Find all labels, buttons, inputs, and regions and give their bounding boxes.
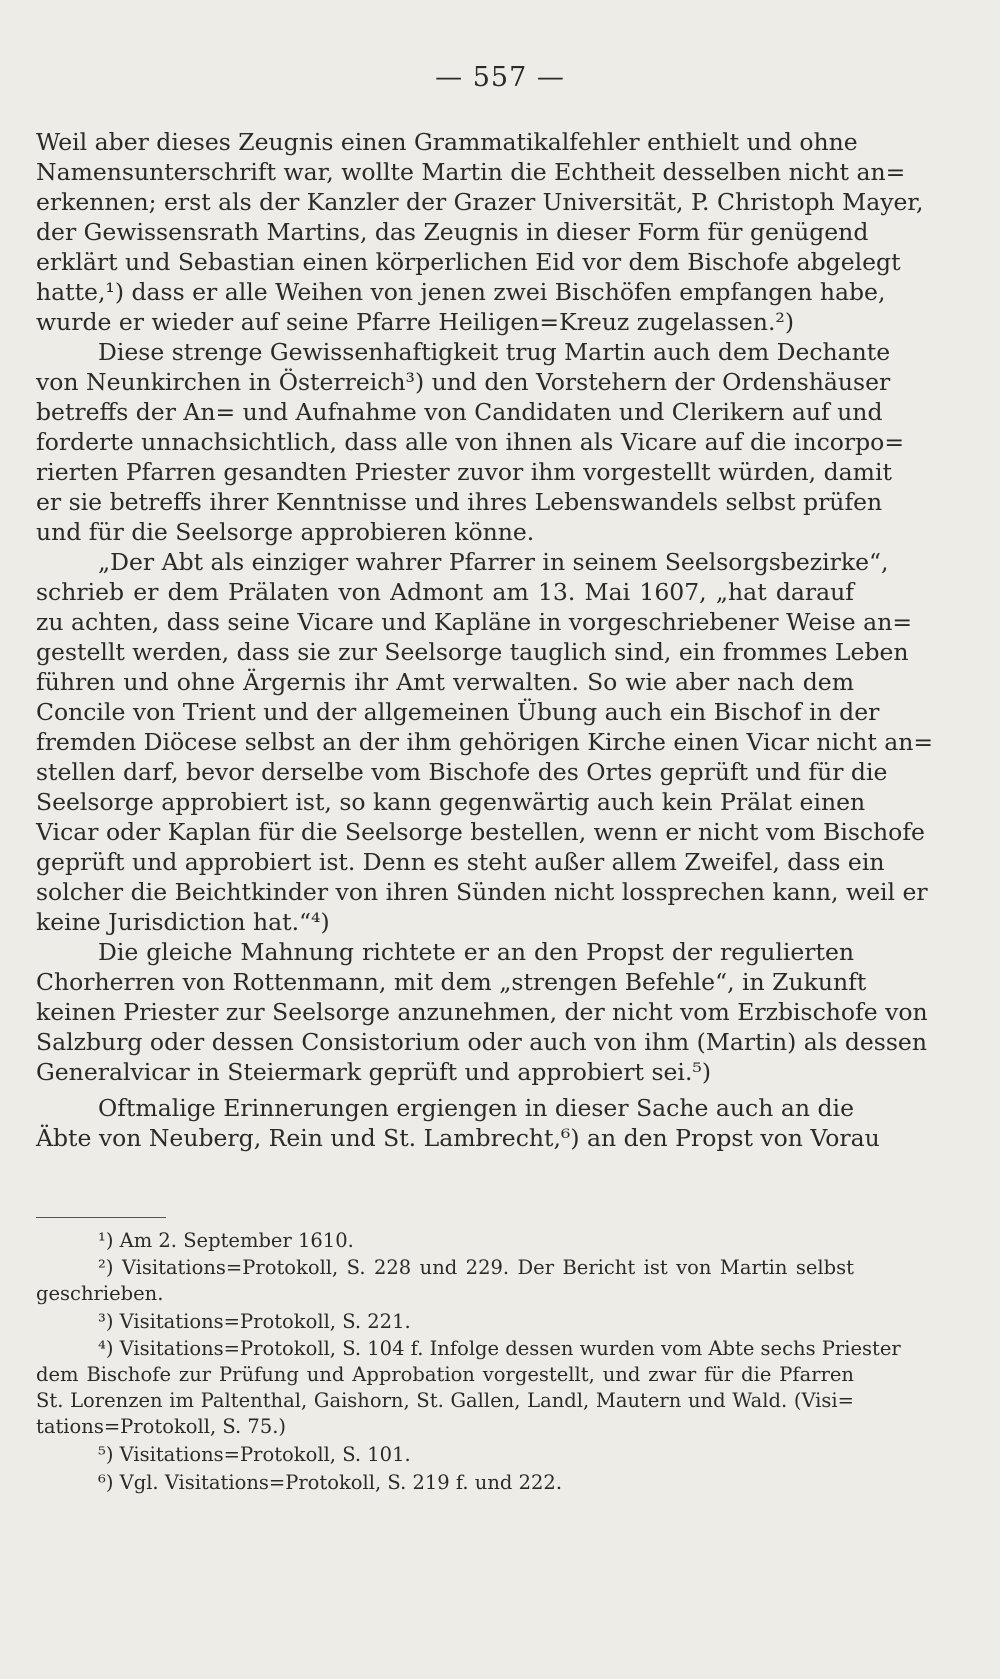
text-line: Namensunterschrift war, wollte Martin die Echtheit desselben nicht an= (36, 158, 906, 186)
footnote-line: ⁴) Visitations=Protokoll, S. 104 f. Infolge dessen wurden vom Abte sechs Priester (98, 1337, 901, 1360)
text-line: fremden Diöcese selbst an der ihm gehörigen Kirche einen Vicar nicht an= (36, 728, 934, 756)
text-line: schrieb er dem Prälaten von Admont am 13. Mai 1607, „hat darauf (36, 578, 854, 606)
footnote-line: tations=Protokoll, S. 75.) (36, 1415, 287, 1438)
text-line: solcher die Beichtkinder von ihren Sünden nicht lossprechen kann, weil er (36, 878, 928, 906)
text-line: Vicar oder Kaplan für die Seelsorge bestellen, wenn er nicht vom Bischofe (36, 818, 925, 846)
text-line: Die gleiche Mahnung richtete er an den Propst der regulierten (98, 938, 854, 966)
text-line: zu achten, dass seine Vicare und Kapläne in vorgeschriebener Weise an= (36, 608, 913, 636)
text-line: gestellt werden, dass sie zur Seelsorge tauglich sind, ein frommes Leben (36, 638, 909, 666)
footnote-line: ²) Visitations=Protokoll, S. 228 und 229. Der Bericht ist von Martin selbst (98, 1256, 854, 1279)
text-line: geprüft und approbiert ist. Denn es steht außer allem Zweifel, dass ein (36, 848, 885, 876)
text-line: „Der Abt als einziger wahrer Pfarrer in seinem Seelsorgsbezirke“, (98, 548, 889, 576)
text-line: und für die Seelsorge approbieren könne. (36, 518, 535, 546)
text-line: Weil aber dieses Zeugnis einen Grammatikalfehler enthielt und ohne (36, 128, 858, 156)
text-line: erklärt und Sebastian einen körperlichen Eid vor dem Bischofe abgelegt (36, 248, 901, 276)
text-line: Diese strenge Gewissenhaftigkeit trug Martin auch dem Dechante (98, 338, 891, 366)
text-line: betreffs der An= und Aufnahme von Candidaten und Clerikern auf und (36, 398, 883, 426)
text-line: Salzburg oder dessen Consistorium oder auch von ihm (Martin) als dessen (36, 1028, 927, 1056)
text-line: Generalvicar in Steiermark geprüft und approbiert sei.⁵) (36, 1058, 712, 1086)
text-line: hatte,¹) dass er alle Weihen von jenen zwei Bischöfen empfangen habe, (36, 278, 886, 306)
footnote-divider (36, 1217, 166, 1218)
footnote-line: dem Bischofe zur Prüfung und Approbation vorgestellt, und zwar für die Pfarren (36, 1363, 854, 1386)
text-line: forderte unnachsichtlich, dass alle von ihnen als Vicare auf die incorpo= (36, 428, 905, 456)
text-line: er sie betreffs ihrer Kenntnisse und ihres Lebenswandels selbst prüfen (36, 488, 883, 516)
text-line: Concile von Trient und der allgemeinen Übung auch ein Bischof in der (36, 698, 880, 726)
text-line: rierten Pfarren gesandten Priester zuvor ihm vorgestellt würden, damit (36, 458, 892, 486)
text-line: erkennen; erst als der Kanzler der Grazer Universität, P. Christoph Mayer, (36, 188, 924, 216)
text-line: führen und ohne Ärgernis ihr Amt verwalten. So wie aber nach dem (36, 668, 854, 696)
footnote-line: ⁵) Visitations=Protokoll, S. 101. (98, 1443, 411, 1466)
text-line: wurde er wieder auf seine Pfarre Heiligen=Kreuz zugelassen.²) (36, 308, 795, 336)
page-number: — 557 — (435, 62, 565, 93)
text-line: keinen Priester zur Seelsorge anzunehmen, der nicht vom Erzbischofe von (36, 998, 928, 1026)
text-line: Oftmalige Erinnerungen ergiengen in dieser Sache auch an die (98, 1094, 854, 1122)
footnote-line: ³) Visitations=Protokoll, S. 221. (98, 1310, 411, 1333)
text-line: keine Jurisdiction hat.“⁴) (36, 908, 330, 936)
footnote-line: ¹) Am 2. September 1610. (98, 1229, 354, 1252)
text-line: Äbte von Neuberg, Rein und St. Lambrecht,⁶) an den Propst von Vorau (36, 1124, 880, 1152)
text-line: der Gewissensrath Martins, das Zeugnis in dieser Form für genügend (36, 218, 869, 246)
text-line: von Neunkirchen in Österreich³) und den Vorstehern der Ordenshäuser (36, 368, 891, 396)
text-line: stellen darf, bevor derselbe vom Bischofe des Ortes geprüft und für die (36, 758, 888, 786)
footnote-line: St. Lorenzen im Paltenthal, Gaishorn, St. Gallen, Landl, Mautern und Wald. (Visi= (36, 1389, 854, 1412)
text-line: Chorherren von Rottenmann, mit dem „strengen Befehle“, in Zukunft (36, 968, 867, 996)
footnote-line: geschrieben. (36, 1282, 164, 1305)
footnote-line: ⁶) Vgl. Visitations=Protokoll, S. 219 f. und 222. (98, 1471, 563, 1494)
text-line: Seelsorge approbiert ist, so kann gegenwärtig auch kein Prälat einen (36, 788, 866, 816)
